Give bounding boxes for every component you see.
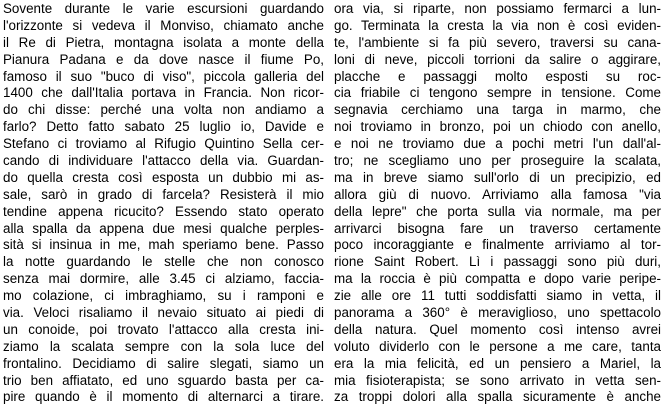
text-line: un conoide, poi trovato l'attacco alla cresta ini-	[3, 321, 324, 337]
right-text-column	[334, 1, 661, 406]
text-line: famoso il suo "buco di viso", piccola galleria del	[3, 68, 324, 84]
text-line: ziamo la scalata sempre con la sola luce del	[3, 338, 324, 354]
text-line: Pianura Padana e da dove nasce il fiume Po,	[3, 51, 324, 67]
text-line: della natura. Quel momento così intenso avrei	[334, 321, 661, 337]
text-line: Sovente durante le varie escursioni guardando	[3, 1, 324, 16]
text-line: sale, sarò in grado di farcela? Resisterà il mio	[3, 186, 324, 202]
text-line: allora giù di nuovo. Arriviamo alla famosa "via	[334, 186, 661, 202]
text-line: panorama a 360° è meraviglioso, uno spettacolo	[334, 305, 661, 321]
text-line: poco incoraggiante e finalmente arriviamo al tor-	[334, 237, 661, 253]
text-line: 1400 che dall'Italia portava in Francia. Non ricor-	[3, 85, 324, 101]
text-line: za troppi dolori alla spalla sicuramente è anche	[334, 389, 661, 405]
text-line: mia fisioterapista; se sono arrivato in vetta sen-	[334, 372, 661, 388]
text-line: arrivarci bisogna fare un traverso certamente	[334, 220, 661, 236]
text-line: rione Saint Robert. Lì i passaggi sono più duri,	[334, 254, 661, 270]
text-line: do chi disse: perché una volta non andiamo a	[3, 102, 324, 118]
text-line: tro; ne scegliamo uno per proseguire la scalata,	[334, 153, 661, 169]
text-line: frontalino. Decidiamo di salire slegati, siamo un	[3, 355, 324, 371]
text-line: pire quando è il momento di alternarci a tirare.	[3, 389, 324, 405]
text-line: segnavia cerchiamo una targa in marmo, che	[334, 102, 661, 118]
text-line: cia friabile ci tengono sempre in tensione. Come	[334, 85, 661, 101]
text-line: il Re di Pietra, montagna isolata a monte della	[3, 34, 324, 50]
text-line: voluto dividerlo con le persone a me care, tanta	[334, 338, 661, 354]
text-line: era la mia felicità, ed un pensiero a Mariel, la	[334, 355, 661, 371]
text-line: ma in breve siamo sull'orlo di un precipizio, ed	[334, 169, 661, 185]
text-line: sità si insinua in me, mah speriamo bene. Passo	[3, 237, 324, 253]
text-line: ora via, si riparte, non possiamo fermarci a lun-	[334, 1, 661, 16]
text-line: senza mai dormire, alle 3.45 ci alziamo, faccia-	[3, 271, 324, 287]
text-line: Stefano ci troviamo al Rifugio Quintino Sella cer-	[3, 136, 324, 152]
text-line: do quella cresta così esposta un dubbio mi as-	[3, 169, 324, 185]
text-line: ma la roccia è più compatta e dopo varie peripe-	[334, 271, 661, 287]
text-line: cando di individuare l'attacco della via. Guardan-	[3, 153, 324, 169]
text-line: la notte guardando le stelle che non conosco	[3, 254, 324, 270]
left-text-column	[3, 1, 324, 406]
text-line: alla spalla da appena due mesi qualche perples-	[3, 220, 324, 236]
text-line: e noi ne troviamo due a pochi metri l'un dall'al-	[334, 136, 661, 152]
text-line: trio ben affiatato, ed uno sguardo basta per ca-	[3, 372, 324, 388]
text-line: loni di neve, piccoli torrioni da salire o aggirare,	[334, 51, 661, 67]
text-line: farlo? Detto fatto sabato 25 luglio io, Davide e	[3, 119, 324, 135]
text-line: go. Terminata la cresta la via non è così eviden-	[334, 17, 661, 33]
text-line: zie alle ore 11 tutti soddisfatti siamo in vetta, il	[334, 288, 661, 304]
text-line: tendine appena ricucito? Essendo stato operato	[3, 203, 324, 219]
text-line: l'orizzonte si vedeva il Monviso, chiamato anche	[3, 17, 324, 33]
text-line: della lepre" che porta sulla via normale, ma per	[334, 203, 661, 219]
text-line: placche e passaggi molto esposti su roc-	[334, 68, 661, 84]
text-line: via. Veloci risaliamo il nevaio situato ai piedi di	[3, 305, 324, 321]
text-line: mo colazione, ci imbraghiamo, su i ramponi e	[3, 288, 324, 304]
text-line: noi troviamo in bronzo, poi un chiodo con anello,	[334, 119, 661, 135]
text-line: te, l'ambiente si fa più severo, traversi su cana-	[334, 34, 661, 50]
